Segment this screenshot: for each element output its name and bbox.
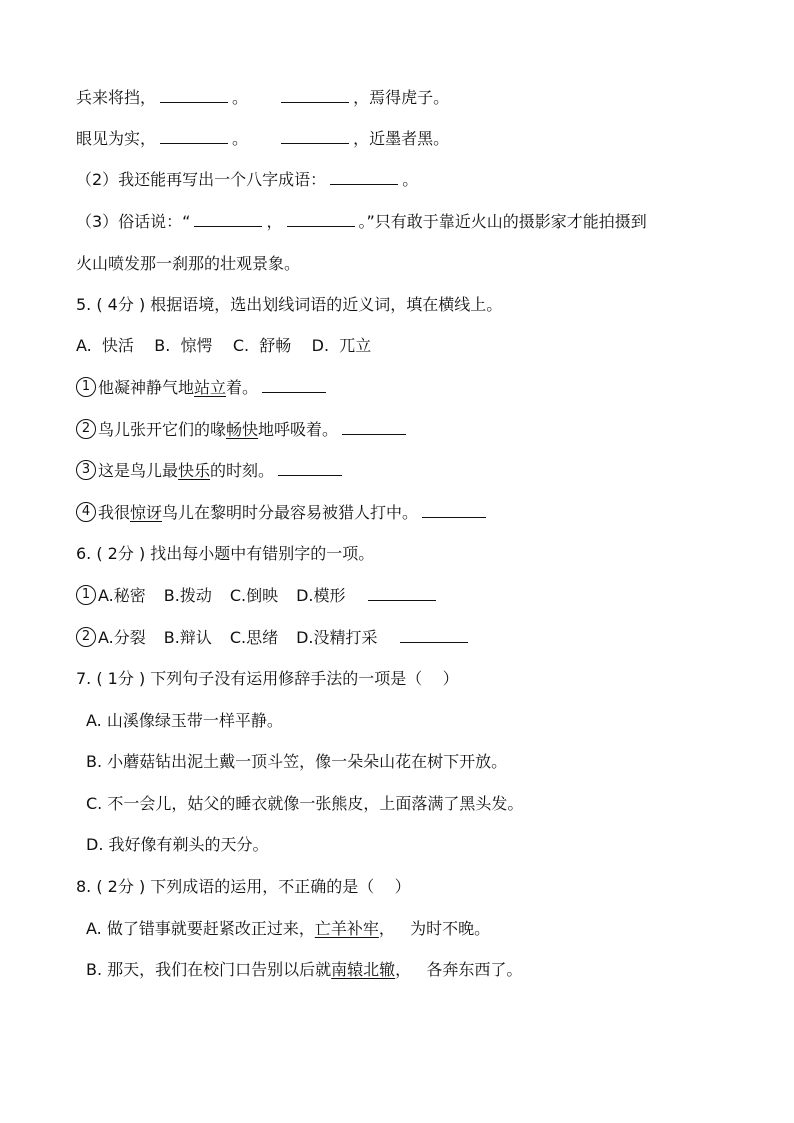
circled-number: 2	[76, 627, 96, 647]
option-c: C.思绪	[229, 628, 279, 647]
item-text: 鸟儿张开它们的喙	[98, 420, 227, 439]
item-text: 着。	[226, 378, 259, 397]
circled-number: 1	[76, 377, 96, 397]
idiom-text: ，焉得虎子。	[353, 88, 450, 107]
option-text: B. 小蘑菇钻出泥土戴一顶斗笠，像一朵朵山花在树下开放。	[86, 752, 508, 771]
question-5-options	[76, 334, 754, 358]
answer-blank[interactable]	[422, 501, 486, 518]
question-7-option-b[interactable]	[86, 750, 754, 774]
question-text: 5. ( 4分 ) 根据语境，选出划线词语的近义词，填在横线上。	[76, 295, 503, 314]
answer-blank[interactable]	[287, 210, 355, 227]
circled-number: 2	[76, 419, 96, 439]
item-text: 他凝神静气地	[98, 378, 195, 397]
option-text: D. 我好像有剃头的天分。	[86, 835, 269, 854]
question-text: 8. ( 2分 ) 下列成语的运用，不正确的是（ ）	[76, 877, 411, 896]
question-5-heading	[76, 293, 754, 317]
option-text: ， 各奔东西了。	[395, 960, 523, 979]
answer-blank[interactable]	[194, 210, 262, 227]
answer-blank[interactable]	[368, 584, 436, 601]
option-text: A. 做了错事就要赶紧改正过来，	[86, 919, 315, 938]
answer-blank[interactable]	[160, 86, 228, 103]
option-text: C. 不一会儿，姑父的睡衣就像一张熊皮，上面落满了黑头发。	[86, 794, 524, 813]
question-5-item-4	[76, 501, 754, 525]
question-7-option-a[interactable]	[86, 709, 754, 733]
options-text: A. 快活 B. 惊愕 C. 舒畅 D. 兀立	[76, 336, 372, 355]
answer-blank[interactable]	[400, 626, 468, 643]
item-text: 这是鸟儿最	[98, 461, 179, 480]
prompt-text: 。”只有敢于靠近火山的摄影家才能拍摄到	[358, 212, 647, 231]
question-8-heading	[76, 875, 754, 899]
prompt-text: （3）俗话说：“	[76, 212, 191, 231]
item-text: 我很	[98, 503, 131, 522]
option-d: D.没精打采	[296, 628, 378, 647]
prompt-text: 火山喷发那一刹那的壮观景象。	[76, 254, 301, 273]
question-5-item-3	[76, 459, 754, 483]
option-b: B.拨动	[163, 586, 212, 605]
question-5-item-1	[76, 376, 754, 400]
option-a: A.秘密	[98, 586, 146, 605]
answer-blank[interactable]	[262, 376, 326, 393]
idiom-text: 眼见为实，	[76, 129, 157, 148]
question-text: 7. ( 1分 ) 下列句子没有运用修辞手法的一项是（ ）	[76, 669, 459, 688]
answer-blank[interactable]	[278, 459, 342, 476]
idiom-line-2	[76, 127, 754, 151]
item-text: 的时刻。	[210, 461, 275, 480]
question-text: 6. ( 2分 ) 找出每小题中有错别字的一项。	[76, 544, 375, 563]
underlined-word: 快乐	[178, 461, 211, 480]
option-a: A.分裂	[98, 628, 146, 647]
option-c: C.倒映	[229, 586, 279, 605]
idiom-line-3	[76, 168, 754, 192]
option-text: A. 山溪像绿玉带一样平静。	[86, 711, 283, 730]
option-b: B.辩认	[163, 628, 212, 647]
circled-number: 4	[76, 502, 96, 522]
option-text: ， 为时不晚。	[378, 919, 491, 938]
question-7-option-d[interactable]	[86, 833, 754, 857]
prompt-text: ，	[266, 212, 283, 231]
question-8-option-b[interactable]	[86, 958, 754, 982]
saying-line	[76, 210, 754, 234]
option-d: D.模形	[296, 586, 346, 605]
idiom-line-1	[76, 86, 754, 110]
option-text: B. 那天，我们在校门口告别以后就	[86, 960, 332, 979]
underlined-word: 畅快	[226, 420, 259, 439]
item-text: 地呼吸着。	[258, 420, 339, 439]
idiom-text: 兵来将挡，	[76, 88, 157, 107]
question-6-heading	[76, 542, 754, 566]
question-8-option-a[interactable]	[86, 917, 754, 941]
circled-number: 3	[76, 460, 96, 480]
answer-blank[interactable]	[342, 418, 406, 435]
answer-blank[interactable]	[160, 127, 228, 144]
answer-blank[interactable]	[330, 168, 398, 185]
prompt-text: 。	[402, 170, 419, 189]
underlined-idiom: 亡羊补牢	[314, 919, 379, 938]
item-text: 鸟儿在黎明时分最容易被猎人打中。	[162, 503, 419, 522]
question-6-row-2	[76, 626, 754, 650]
question-5-item-2	[76, 418, 754, 442]
answer-blank[interactable]	[281, 127, 349, 144]
idiom-text: 。	[232, 129, 249, 148]
question-7-option-c[interactable]	[86, 792, 754, 816]
circled-number: 1	[76, 585, 96, 605]
question-6-row-1	[76, 584, 754, 608]
saying-line-cont	[76, 252, 754, 276]
answer-blank[interactable]	[281, 86, 349, 103]
idiom-text: 。	[232, 88, 249, 107]
underlined-idiom: 南辕北辙	[331, 960, 396, 979]
idiom-text: ，近墨者黑。	[353, 129, 450, 148]
underlined-word: 惊讶	[130, 503, 163, 522]
prompt-text: （2）我还能再写出一个八字成语：	[76, 170, 327, 189]
underlined-word: 站立	[194, 378, 227, 397]
question-7-heading	[76, 667, 754, 691]
